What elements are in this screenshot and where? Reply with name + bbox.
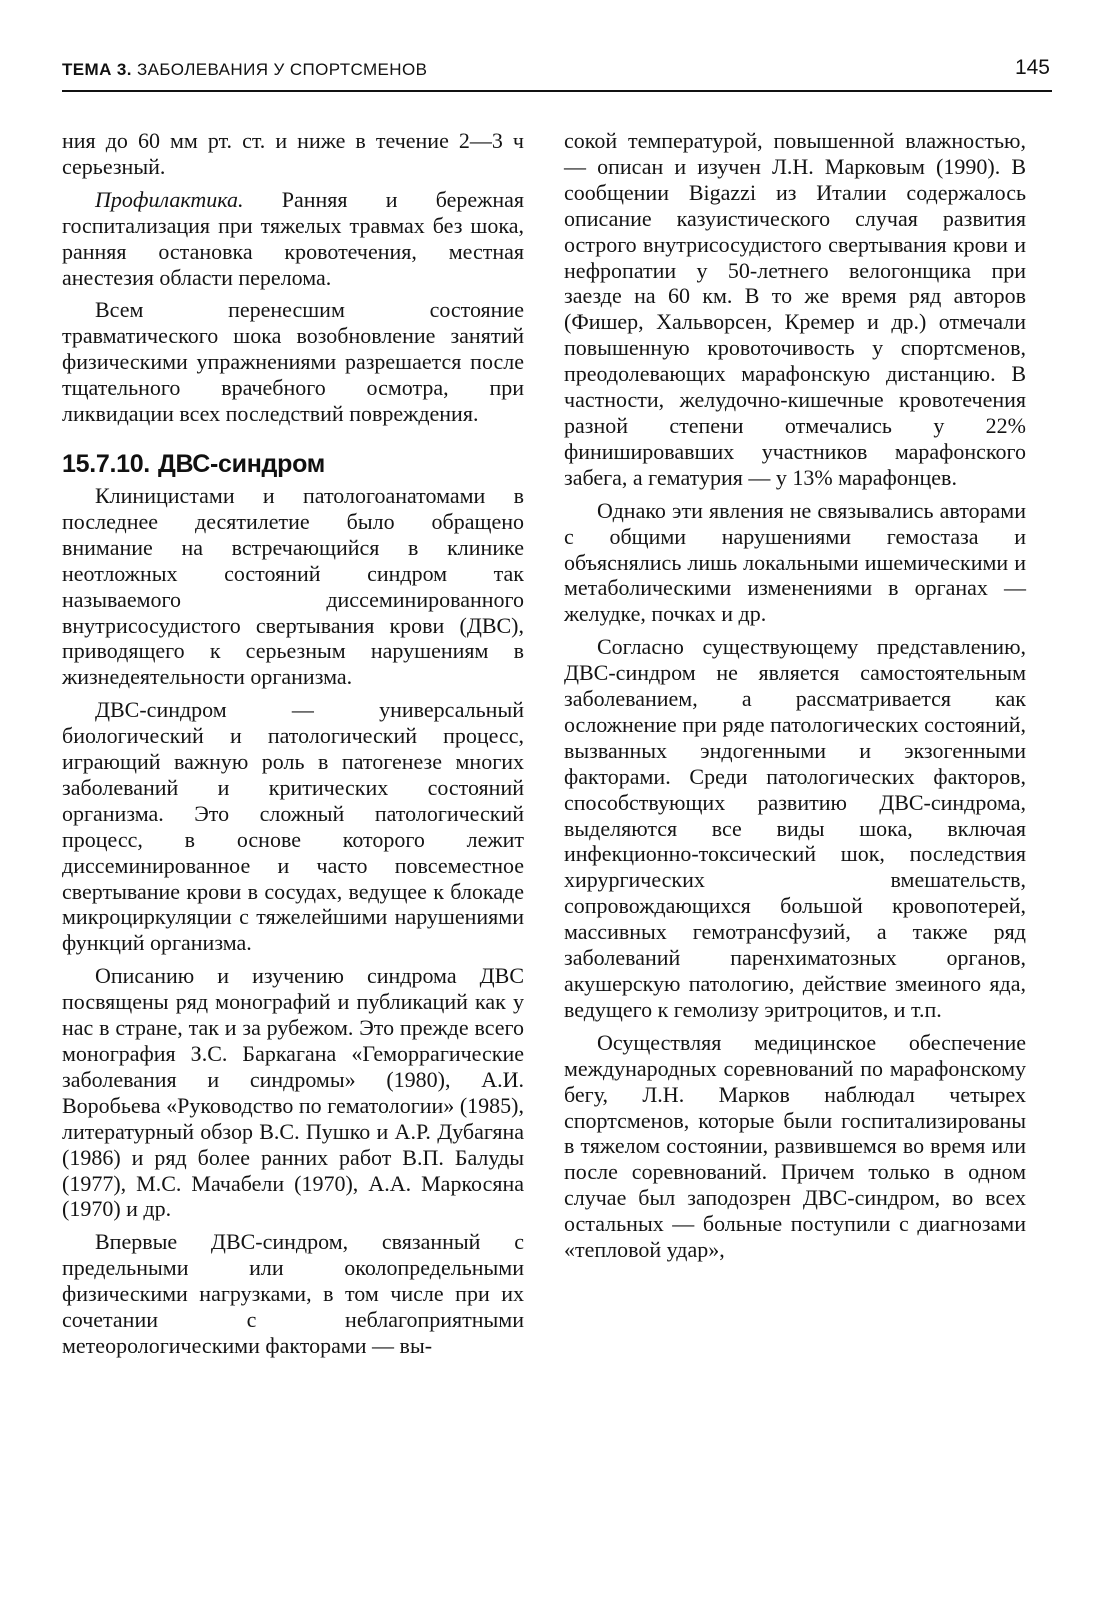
topic-label: ТЕМА 3.	[62, 60, 132, 79]
section-title: ДВС-синдром	[157, 449, 325, 478]
paragraph: Впервые ДВС-синдром, связанный с предельными или околопредельными физическими нагрузками, в том числе при их сочетании с неблагоприятными метеорологическими факторами — вы-	[62, 1229, 524, 1358]
paragraph: Согласно существующему представлению, ДВС-синдром не является самостоятельным заболеванием, а рассматривается как осложнение при ряде патологических состояний, вызванных эндогенными и экзогенными факторами. Среди патологических факторов, способствующих развитию ДВС-синдрома, выделяются все виды шока, включая инфекционно-токсический шок, последствия хирургических вмешательств, сопровождающихся большой кровопотерей, массивных гемотрансфузий, а также ряд заболеваний паренхиматозных органов, акушерскую патологию, действие змеиного яда, ведущего к гемолизу эритроцитов, и т.п.	[564, 634, 1026, 1022]
page-number: 145	[1014, 56, 1050, 79]
prevention-text: Ранняя и бережная госпитализация при тяжелых травмах без шока, ранняя остановка кровотечения, местная анестезия области перелома.	[62, 186, 524, 290]
prevention-paragraph	[62, 187, 524, 291]
running-header	[62, 56, 1052, 92]
topic-title: ЗАБОЛЕВАНИЯ У СПОРТСМЕНОВ	[137, 60, 428, 79]
paragraph-continuation: сокой температурой, повышенной влажностью, — описан и изучен Л.Н. Марковым (1990). В сообщении Bigazzi из Италии содержалось описание казуистического случая развития острого внутрисосудистого свертывания крови и нефропатии у 50-летнего велогонщика при заезде на 60 км. В то же время ряд авторов (Фишер, Хальворсен, Кремер и др.) отмечали повышенную кровоточивость у спортсменов, преодолевающих марафонскую дистанцию. В частности, желудочно-кишечные кровотечения разной степени отмечались у 22% финишировавших участников марафонского забега, а гематурия — у 13% марафонцев.	[564, 128, 1026, 490]
section-heading	[62, 447, 524, 481]
paragraph-continuation: ния до 60 мм рт. ст. и ниже в течение 2—3 ч серьезный.	[62, 128, 524, 179]
right-column	[564, 128, 1026, 1270]
paragraph: Всем перенесшим состояние травматического шока возобновление занятий физическими упражнениями разрешается после тщательного врачебного осмотра, при ликвидации всех последствий повреждения.	[62, 297, 524, 427]
prevention-lead: Профилактика.	[95, 186, 244, 212]
section-number: 15.7.10.	[62, 449, 150, 478]
paragraph: Осуществляя медицинское обеспечение международных соревнований по марафонскому бегу, Л.Н. Марков наблюдал четырех спортсменов, которые были госпитализированы в тяжелом состоянии, развившемся во время или после соревнований. Причем только в одном случае был заподозрен ДВС-синдром, во всех остальных — больные поступили с диагнозами «тепловой удар»,	[564, 1029, 1026, 1263]
paragraph: Клиницистами и патологоанатомами в последнее десятилетие было обращено внимание на встречающийся в клинике неотложных состояний синдром так называемого диссеминированного внутрисосудистого свертывания крови (ДВС), приводящего к серьезным нарушениям в жизнедеятельности организма.	[62, 482, 524, 690]
paragraph: Описанию и изучению синдрома ДВС посвящены ряд монографий и публикаций как у нас в стране, так и за рубежом. Это прежде всего монография З.С. Баркагана «Геморрагические заболевания и синдромы» (1980), А.И. Воробьева «Руководство по гематологии» (1985), литературный обзор В.С. Пушко и А.Р. Дубагяна (1986) и ряд более ранних работ В.П. Балуды (1977), М.С. Мачабели (1970), А.А. Маркосяна (1970) и др.	[62, 963, 524, 1222]
chapter-title	[62, 60, 427, 80]
left-column	[62, 128, 524, 1366]
paragraph: ДВС-синдром — универсальный биологический и патологический процесс, играющий важную роль в патогенезе многих заболеваний и критических состояний организма. Это сложный патологический процесс, в основе которого лежит диссеминированное и часто повсеместное свертывание крови в сосудах, ведущее к блокаде микроциркуляции с тяжелейшими нарушениями функций организма.	[62, 697, 524, 956]
paragraph: Однако эти явления не связывались авторами с общими нарушениями гемостаза и объяснялись лишь локальными ишемическими и метаболическими изменениями в органах — желудке, почках и др.	[564, 497, 1026, 627]
